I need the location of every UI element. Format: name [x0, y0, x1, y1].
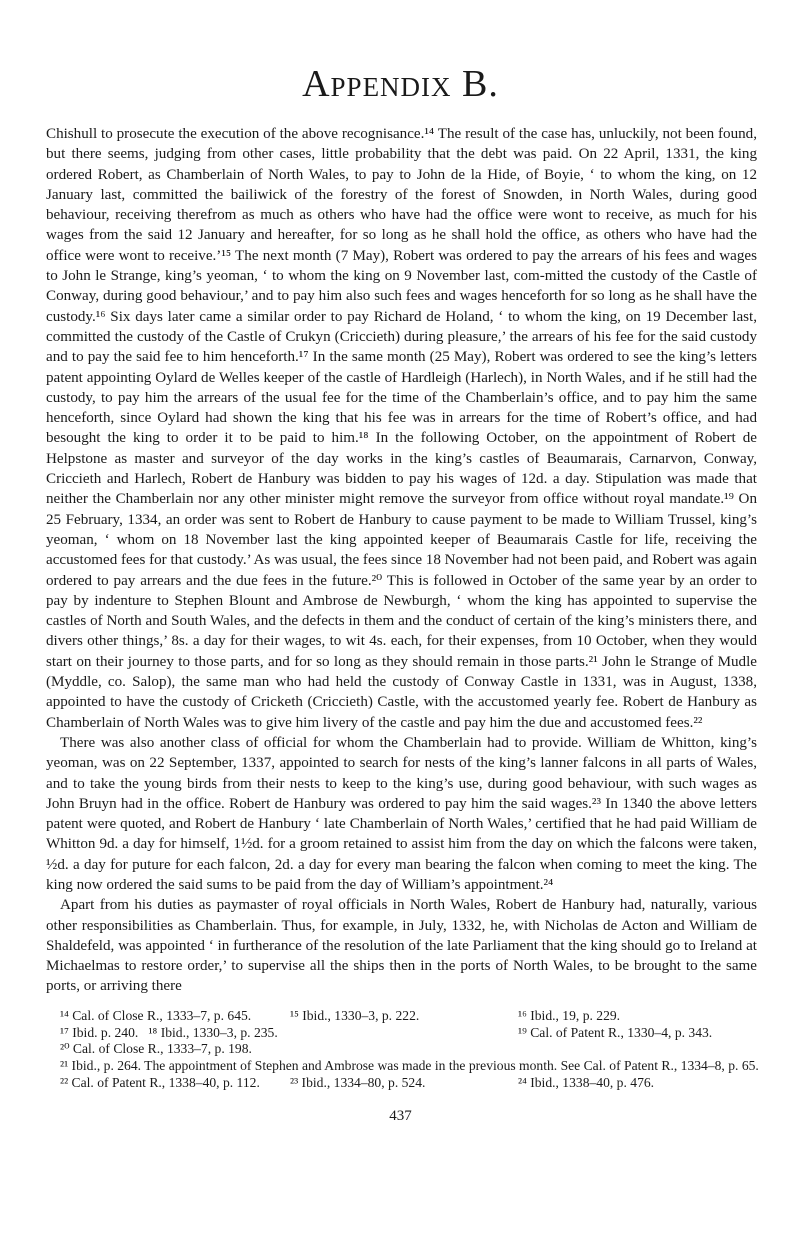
footnote-16: ¹⁶ Ibid., 19, p. 229. — [518, 1008, 621, 1023]
footnote-row — [60, 1025, 760, 1042]
footnote-19: ¹⁹ Cal. of Patent R., 1330–4, p. 343. — [518, 1024, 713, 1040]
footnote-20: ²⁰ Cal. of Close R., 1333–7, p. 198. — [60, 1041, 252, 1057]
paragraph-2: There was also another class of official for whom the Chamberlain had to provide. William de Whitton, king’s yeoman, was on 22 September, 1337, appointed to search for nests of the king’s lanner falcons in all parts of Wales, and to take the young birds from their nests to keep to the king’s use, during good behaviour, with such wages as John Bruyn had in the office. Robert de Hanbury was ordered to pay him the said wages.²³ In 1340 the above letters patent were quoted, and Robert de Hanbury ‘ late Chamberlain of North Wales,’ certified that he had paid William de Whitton 9d. a day for himself, 1½d. for a groom retained to assist him from the day on which the falcons were taken, ½d. a day for puture for each falcon, 2d. a day for every man bearing the falcon when coming to meet the king. The king now ordered the said sums to be paid from the day of William’s appointment.²⁴ — [46, 734, 757, 893]
paragraph-3: Apart from his duties as paymaster of royal officials in North Wales, Robert de Hanbury had, naturally, various other responsibilities as Chamberlain. Thus, for example, in July, 1332, he, with Nicholas de Acton and William de Shaldefeld, was appointed ‘ in furtherance of the resolution of the late Parliament that the king should go to Ireland at Michaelmas to restore order,’ to supervise all the ships then in the ports of North Wales, to be brought to the same ports, or arriving there — [46, 897, 757, 995]
footnote-row — [60, 1075, 760, 1092]
footnote-14: ¹⁴ Cal. of Close R., 1333–7, p. 645. — [60, 1008, 252, 1023]
footnote-23: ²³ Ibid., 1334–80, p. 524. — [290, 1074, 426, 1090]
body-text — [46, 124, 757, 997]
footnote-21: ²¹ Ibid., p. 264. The appointment of Stephen and Ambrose was made in the previous month. See Cal. of Patent R., 1334–8, p. 65. — [60, 1058, 759, 1074]
appendix-heading: Appendix B. — [302, 63, 499, 105]
footnote-row — [60, 1008, 760, 1025]
footnote-15: ¹⁵ Ibid., 1330–3, p. 222. — [290, 1008, 420, 1023]
page-number: 437 — [389, 1108, 412, 1124]
footnotes — [60, 1008, 760, 1092]
footnote-17-18: ¹⁷ Ibid. p. 240. ¹⁸ Ibid., 1330–3, p. 235. — [60, 1024, 278, 1040]
footnote-24: ²⁴ Ibid., 1338–40, p. 476. — [518, 1074, 655, 1090]
footnote-22: ²² Cal. of Patent R., 1338–40, p. 112. — [60, 1074, 260, 1090]
paragraph-1: Chishull to prosecute the execution of the above recognisance.¹⁴ The result of the case has, unluckily, not been found, but there seems, judging from other cases, little probability that the debt was paid. On 22 April, 1331, the king ordered Robert, as Chamberlain of North Wales, to pay to John de la Hide, of Boyie, ‘ to whom the king, on 12 January last, committed the bailiwick of the forestry of the forest of Snowden, in North Wales, during good behaviour, receiving therefrom as much as others who have had the office were wont to receive, as much for his wages from the said 12 January and hereafter, for so long as he shall hold the office, as others who have had the office were wont to receive.’¹⁵ The next month (7 May), Robert was ordered to pay the arrears of his fees and wages to John le Strange, king’s yeoman, ‘ to whom the king on 9 November last, com-mitted the custody of the Castle of Conway, during good behaviour,’ and to pay him also such fees and wages henceforth for so long as he shall have the custody.¹⁶ Six days later came a similar order to pay Richard de Holand, ‘ to whom the king, on 19 December last, committed the custody of the Castle of Crukyn (Criccieth) during pleasure,’ the arrears of his fee for the said custody and to pay the said fee to him henceforth.¹⁷ In the same month (25 May), Robert was ordered to see the king’s letters patent appointing Oylard de Welles keeper of the castle of Hardleigh (Harlech), in North Wales, and if he still had the custody, to pay him the arrears of the usual fee for the time of the Chamberlain’s office, and to pay him the same henceforth, since Oylard had shown the king that his fee was in arrears for the time of Robert’s office, and had besought the king to order it to be paid to him.¹⁸ In the following October, on the appointment of Robert de Helpstone as master and surveyor of the day works in the king’s castles of Beaumarais, Carnarvon, Conway, Criccieth and Harlech, Robert de Hanbury was bidden to pay his wages of 12d. a day. Stipulation was made that neither the Chamberlain nor any other minister might remove the surveyor from office without royal mandate.¹⁹ On 25 February, 1334, an order was sent to Robert de Hanbury to cause payment to be made to William Trussel, king’s yeoman, ‘ whom on 18 November last the king appointed keeper of Beaumarais Castle for life, receiving the accustomed fees for that custody.’ As was usual, the fees since 18 November had not been paid, and Robert was again ordered to pay arrears and the due fees in the future.²⁰ This is followed in October of the same year by an order to pay by indenture to Stephen Blount and Ambrose de Newburgh, ‘ whom the king has appointed to supervise the castles of North and South Wales, and the defects in them and the conduct of certain of the king’s ministers there, and divers other things,’ 8s. a day for their wages, to wit 4s. each, for their expenses, from 10 October, when they would start on their journey to those parts, and for so long as they should remain in those parts.²¹ John le Strange of Mudle (Myddle, co. Salop), the same man who had held the custody of Conway Castle in 1331, was in August, 1338, appointed to have the custody of Cricketh (Criccieth) Castle, with the accustomed yearly fee. Robert de Hanbury as Chamberlain of North Wales was to give him livery of the castle and pay him the due and accustomed fees.²² — [46, 126, 757, 731]
